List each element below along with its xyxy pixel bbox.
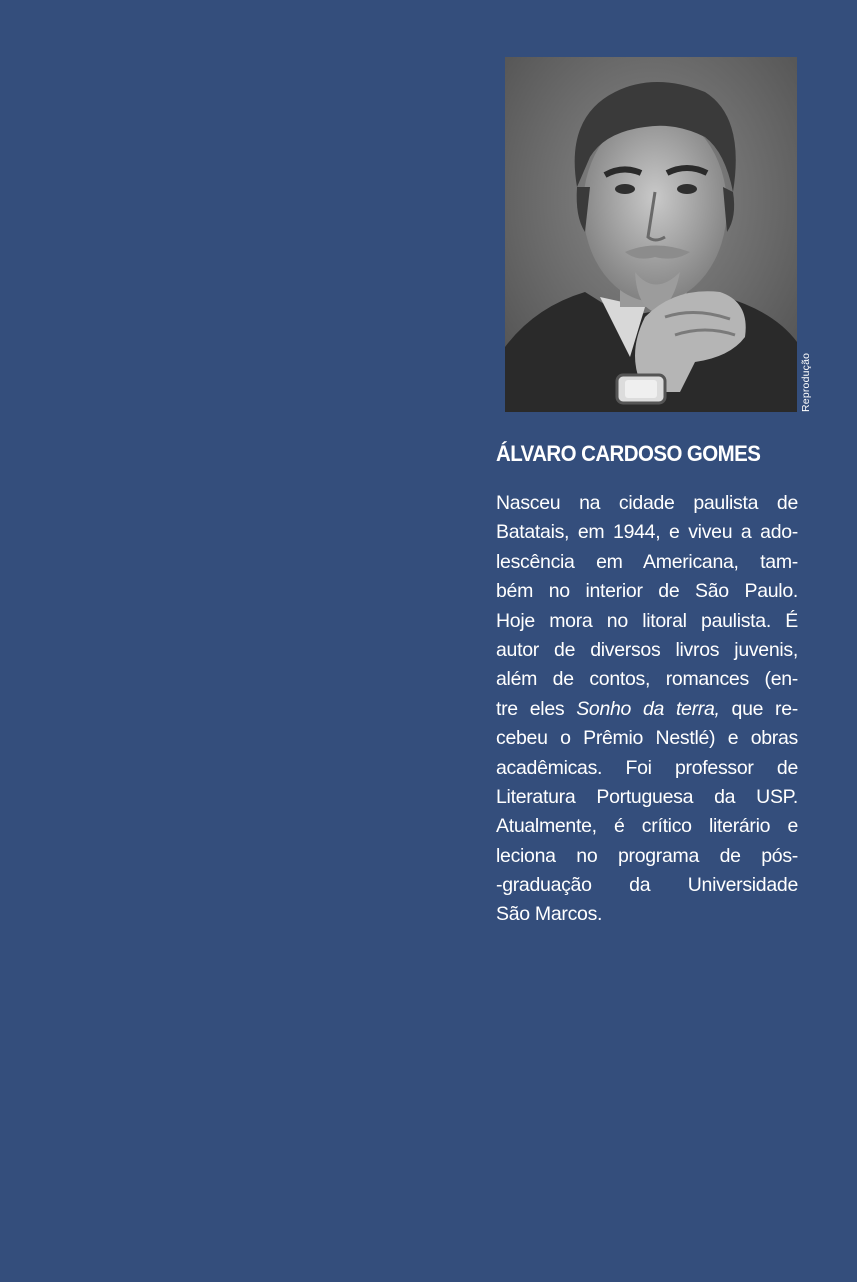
bio-line: Nasceu na cidade paulista de <box>496 492 798 514</box>
bio-line-with-title <box>496 695 798 724</box>
bio-line: além de contos, romances (en- <box>496 668 798 691</box>
bio-line: leciona no programa de pós- <box>496 844 798 867</box>
bio-line: Batatais, em 1944, e viveu a ado- <box>496 521 798 544</box>
bio-line: São Marcos. <box>496 903 603 926</box>
bio-line: -graduação da Universidade <box>496 874 798 897</box>
bio-line: autor de diversos livros juvenis, <box>496 638 798 661</box>
author-biography <box>496 489 798 930</box>
photo-credit: Reprodução <box>800 352 812 412</box>
bio-line: Hoje mora no litoral paulista. É <box>496 609 798 632</box>
bio-line: Atualmente, é crítico literário e <box>496 815 798 838</box>
bio-line: acadêmicas. Foi professor de <box>496 756 798 779</box>
author-name: ÁLVARO CARDOSO GOMES <box>496 441 761 466</box>
bio-line: cebeu o Prêmio Nestlé) e obras <box>496 727 798 750</box>
bio-line-start: tre eles <box>496 697 577 720</box>
author-photo <box>505 57 797 412</box>
bio-line-end: que re- <box>719 697 798 720</box>
bio-line: lescência em Americana, tam- <box>496 550 798 573</box>
book-title: Sonho da terra, <box>576 697 720 720</box>
bio-line: bém no interior de São Paulo. <box>496 580 798 603</box>
bio-line: Literatura Portuguesa da USP. <box>496 785 798 808</box>
author-portrait-image <box>505 57 797 412</box>
